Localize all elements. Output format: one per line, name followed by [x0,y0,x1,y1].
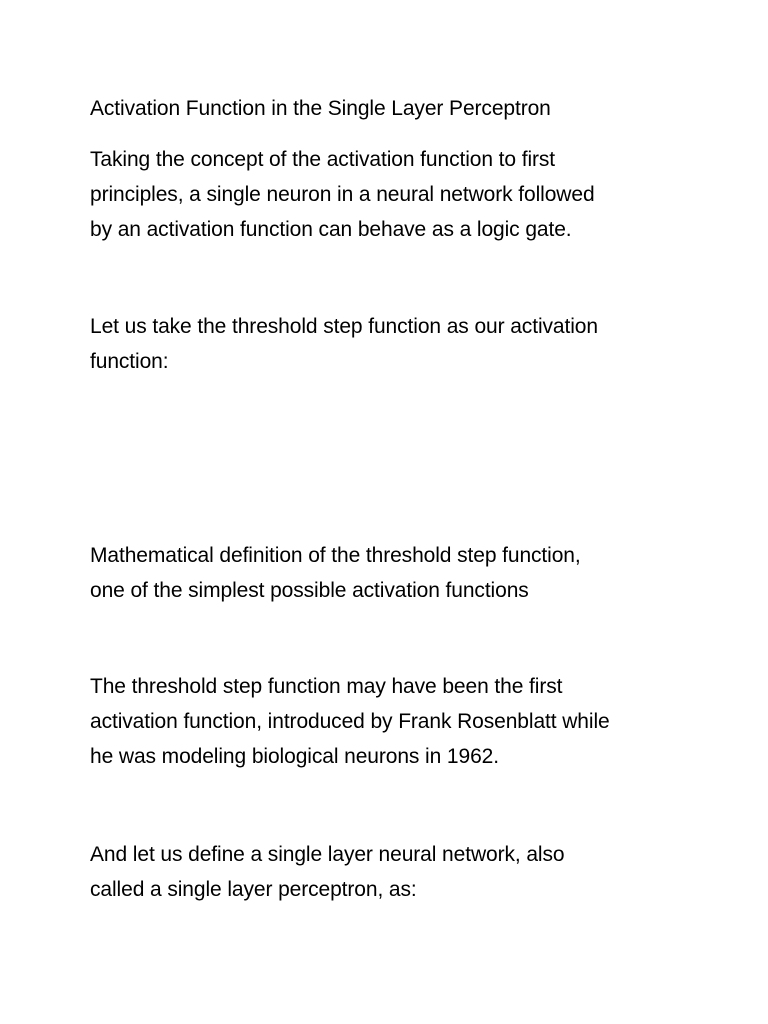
paragraph-line: Mathematical definition of the threshold step function, [90,544,581,567]
paragraph-line: function: [90,350,169,373]
paragraph-rosenblatt-history [90,669,710,774]
paragraph-line: called a single layer perceptron, as: [90,878,417,901]
paragraph-line: Taking the concept of the activation function to first [90,148,556,171]
paragraph-line: by an activation function can behave as a logic gate. [90,218,572,241]
paragraph-line: one of the simplest possible activation functions [90,579,529,602]
paragraph-threshold-intro [90,309,710,379]
paragraph-line: Let us take the threshold step function as our activation [90,315,598,338]
title-text: Activation Function in the Single Layer Perceptron [90,97,551,120]
paragraph-line: And let us define a single layer neural network, also [90,843,565,866]
paragraph-line: he was modeling biological neurons in 1962. [90,745,499,768]
paragraph-activation-concept [90,142,710,247]
paragraph-line: principles, a single neuron in a neural network followed [90,183,595,206]
paragraph-math-definition [90,538,710,608]
document-title [90,91,710,126]
paragraph-line: The threshold step function may have been the first [90,675,563,698]
paragraph-single-layer-network [90,837,710,907]
paragraph-line: activation function, introduced by Frank Rosenblatt while [90,710,610,733]
